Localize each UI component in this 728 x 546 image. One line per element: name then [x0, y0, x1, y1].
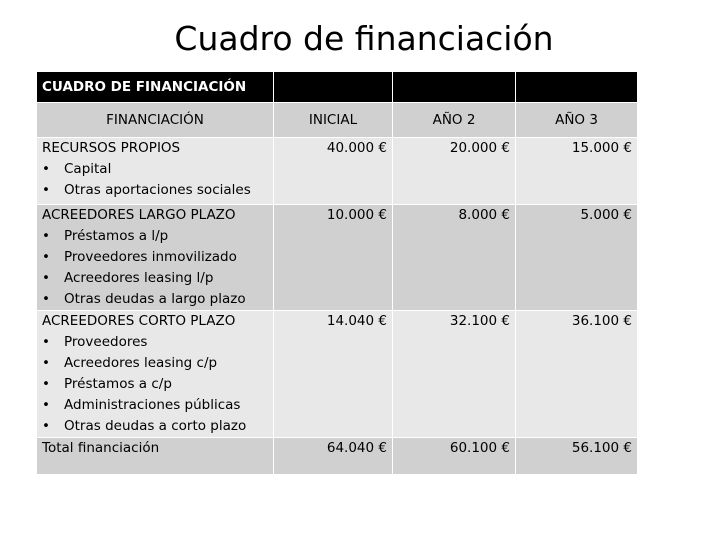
- list-item: • Préstamos a c/p: [42, 374, 268, 395]
- total-ano-2: 60.100 €: [393, 438, 516, 475]
- slide-title: Cuadro de financiación: [174, 19, 554, 58]
- table-row-acreedores-corto-plazo: [37, 311, 638, 438]
- total-ano-3: 56.100 €: [516, 438, 638, 475]
- value-inicial: 14.040 €: [274, 311, 393, 438]
- value-ano-2: 20.000 €: [393, 138, 516, 205]
- list-item: • Capital: [42, 159, 268, 180]
- value-ano-2: 32.100 €: [393, 311, 516, 438]
- column-header-ano-3: AÑO 3: [516, 103, 638, 138]
- row-label: [37, 138, 274, 205]
- list-item: • Acreedores leasing c/p: [42, 353, 268, 374]
- value-ano-3: 15.000 €: [516, 138, 638, 205]
- table-caption: CUADRO DE FINANCIACIÓN: [37, 72, 274, 103]
- section-heading: ACREEDORES CORTO PLAZO: [42, 313, 236, 329]
- column-header-ano-2: AÑO 2: [393, 103, 516, 138]
- list-item: • Préstamos a l/p: [42, 226, 268, 247]
- list-item: • Proveedores inmovilizado: [42, 247, 268, 268]
- list-item: • Otras deudas a corto plazo: [42, 416, 268, 437]
- row-label: [37, 205, 274, 311]
- total-inicial: 64.040 €: [274, 438, 393, 475]
- table-caption-row: [37, 72, 638, 103]
- section-heading: RECURSOS PROPIOS: [42, 140, 181, 156]
- table-row-total: [37, 438, 638, 475]
- table-row-acreedores-largo-plazo: [37, 205, 638, 311]
- value-ano-3: 36.100 €: [516, 311, 638, 438]
- value-inicial: 10.000 €: [274, 205, 393, 311]
- row-label: [37, 311, 274, 438]
- table-row-recursos-propios: [37, 138, 638, 205]
- list-item: • Otras aportaciones sociales: [42, 180, 268, 201]
- column-header-inicial: INICIAL: [274, 103, 393, 138]
- table-header-row: [37, 103, 638, 138]
- financing-table: [36, 71, 638, 475]
- section-heading: ACREEDORES LARGO PLAZO: [42, 207, 236, 223]
- list-item: • Proveedores: [42, 332, 268, 353]
- column-header-financiacion: FINANCIACIÓN: [37, 103, 274, 138]
- value-ano-3: 5.000 €: [516, 205, 638, 311]
- list-item: • Otras deudas a largo plazo: [42, 289, 268, 310]
- total-label: Total financiación: [37, 438, 274, 475]
- list-item: • Acreedores leasing l/p: [42, 268, 268, 289]
- list-item: • Administraciones públicas: [42, 395, 268, 416]
- value-inicial: 40.000 €: [274, 138, 393, 205]
- value-ano-2: 8.000 €: [393, 205, 516, 311]
